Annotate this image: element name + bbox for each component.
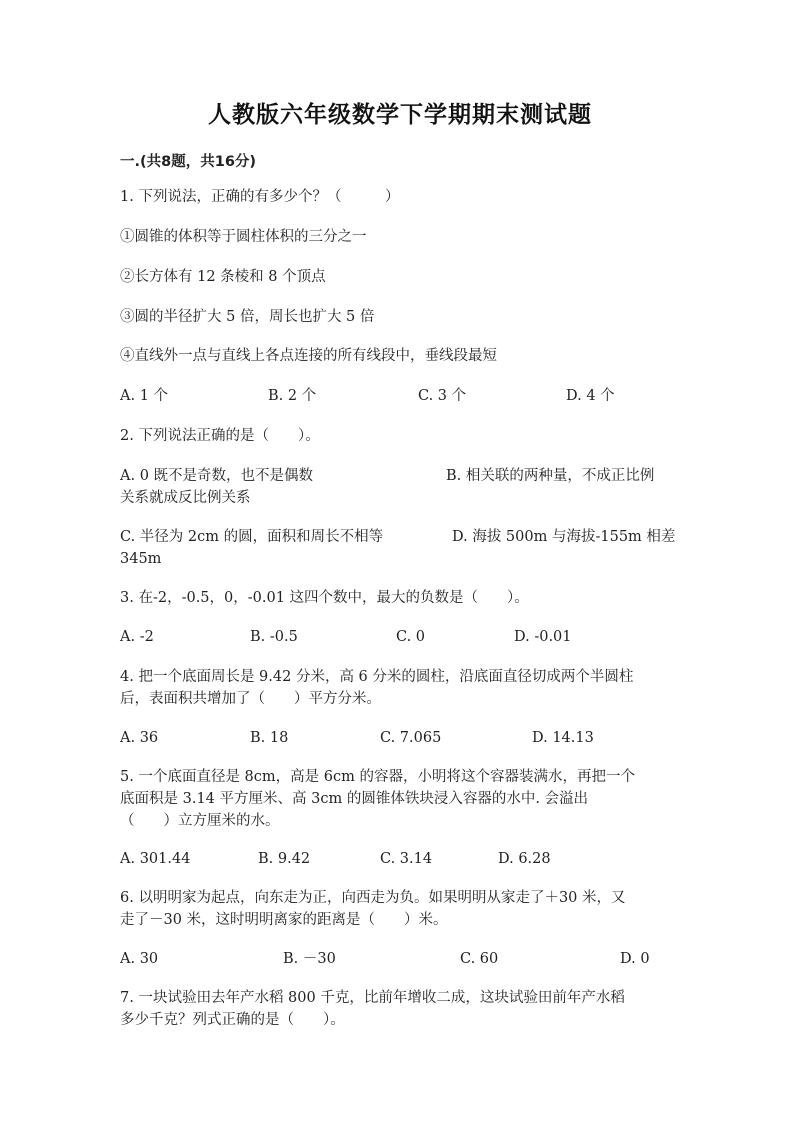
question-7-stem-line-2: 多少千克？列式正确的是（ ）。 — [120, 1012, 345, 1028]
q4-option-d: D. 14.13 — [532, 730, 594, 746]
q1-statement-2: ②长方体有 12 条棱和 8 个顶点 — [120, 269, 326, 285]
q6-option-a: A. 30 — [120, 951, 159, 967]
q3-option-c: C. 0 — [396, 629, 426, 645]
q5-option-d: D. 6.28 — [498, 851, 551, 867]
question-1-stem: 1. 下列说法，正确的有多少个？（ ） — [120, 189, 400, 205]
q3-option-b: B. -0.5 — [250, 629, 298, 645]
q5-option-a: A. 301.44 — [120, 851, 191, 867]
q6-option-d: D. 0 — [620, 951, 650, 967]
exam-title: 人教版六年级数学下学期期末测试题 — [208, 102, 592, 128]
q2-option-b-continued: 关系就成反比例关系 — [120, 490, 251, 506]
q1-option-a: A. 1 个 — [120, 388, 169, 404]
question-3-stem: 3. 在-2，-0.5，0，-0.01 这四个数中，最大的负数是（ ）。 — [120, 590, 529, 606]
q2-option-d: D. 海拔 500m 与海拔-155m 相差 — [452, 529, 676, 545]
question-4-stem-line-1: 4. 把一个底面周长是 9.42 分米，高 6 分米的圆柱，沿底面直径切成两个半圆柱 — [120, 669, 634, 685]
q1-statement-3: ③圆的半径扩大 5 倍，周长也扩大 5 倍 — [120, 309, 375, 325]
question-6-stem-line-1: 6. 以明明家为起点，向东走为正，向西走为负。如果明明从家走了＋30 米，又 — [120, 890, 626, 906]
q6-option-c: C. 60 — [460, 951, 499, 967]
question-5-stem-line-3: （ ）立方厘米的水。 — [120, 813, 280, 829]
q3-option-a: A. -2 — [120, 629, 154, 645]
section-heading: 一.(共8题，共16分) — [120, 154, 257, 170]
q2-option-b: B. 相关联的两种量，不成正比例 — [446, 468, 655, 484]
q2-option-c: C. 半径为 2cm 的圆，面积和周长不相等 — [120, 529, 384, 545]
q3-option-d: D. -0.01 — [514, 629, 572, 645]
q1-option-c: C. 3 个 — [418, 388, 467, 404]
q1-option-b: B. 2 个 — [268, 388, 317, 404]
question-6-stem-line-2: 走了－30 米，这时明明离家的距离是（ ）米。 — [120, 912, 448, 928]
q1-option-d: D. 4 个 — [566, 388, 615, 404]
q2-option-a: A. 0 既不是奇数，也不是偶数 — [120, 468, 314, 484]
q5-option-c: C. 3.14 — [380, 851, 433, 867]
q2-option-d-continued: 345m — [120, 551, 162, 567]
q1-statement-4: ④直线外一点与直线上各点连接的所有线段中，垂线段最短 — [120, 348, 497, 364]
question-7-stem-line-1: 7. 一块试验田去年产水稻 800 千克，比前年增收二成，这块试验田前年产水稻 — [120, 990, 625, 1006]
question-2-stem: 2. 下列说法正确的是（ ）。 — [120, 428, 320, 444]
q4-option-b: B. 18 — [250, 730, 289, 746]
question-4-stem-line-2: 后，表面积共增加了（ ）平方分米。 — [120, 691, 381, 707]
q4-option-a: A. 36 — [120, 730, 159, 746]
q4-option-c: C. 7.065 — [380, 730, 442, 746]
question-5-stem-line-2: 底面积是 3.14 平方厘米、高 3cm 的圆锥体铁块浸入容器的水中. 会溢出 — [120, 791, 589, 807]
q6-option-b: B. －30 — [283, 951, 336, 967]
q1-statement-1: ①圆锥的体积等于圆柱体积的三分之一 — [120, 229, 367, 245]
q5-option-b: B. 9.42 — [258, 851, 311, 867]
question-5-stem-line-1: 5. 一个底面直径是 8cm，高是 6cm 的容器，小明将这个容器装满水，再把一个 — [120, 769, 635, 785]
